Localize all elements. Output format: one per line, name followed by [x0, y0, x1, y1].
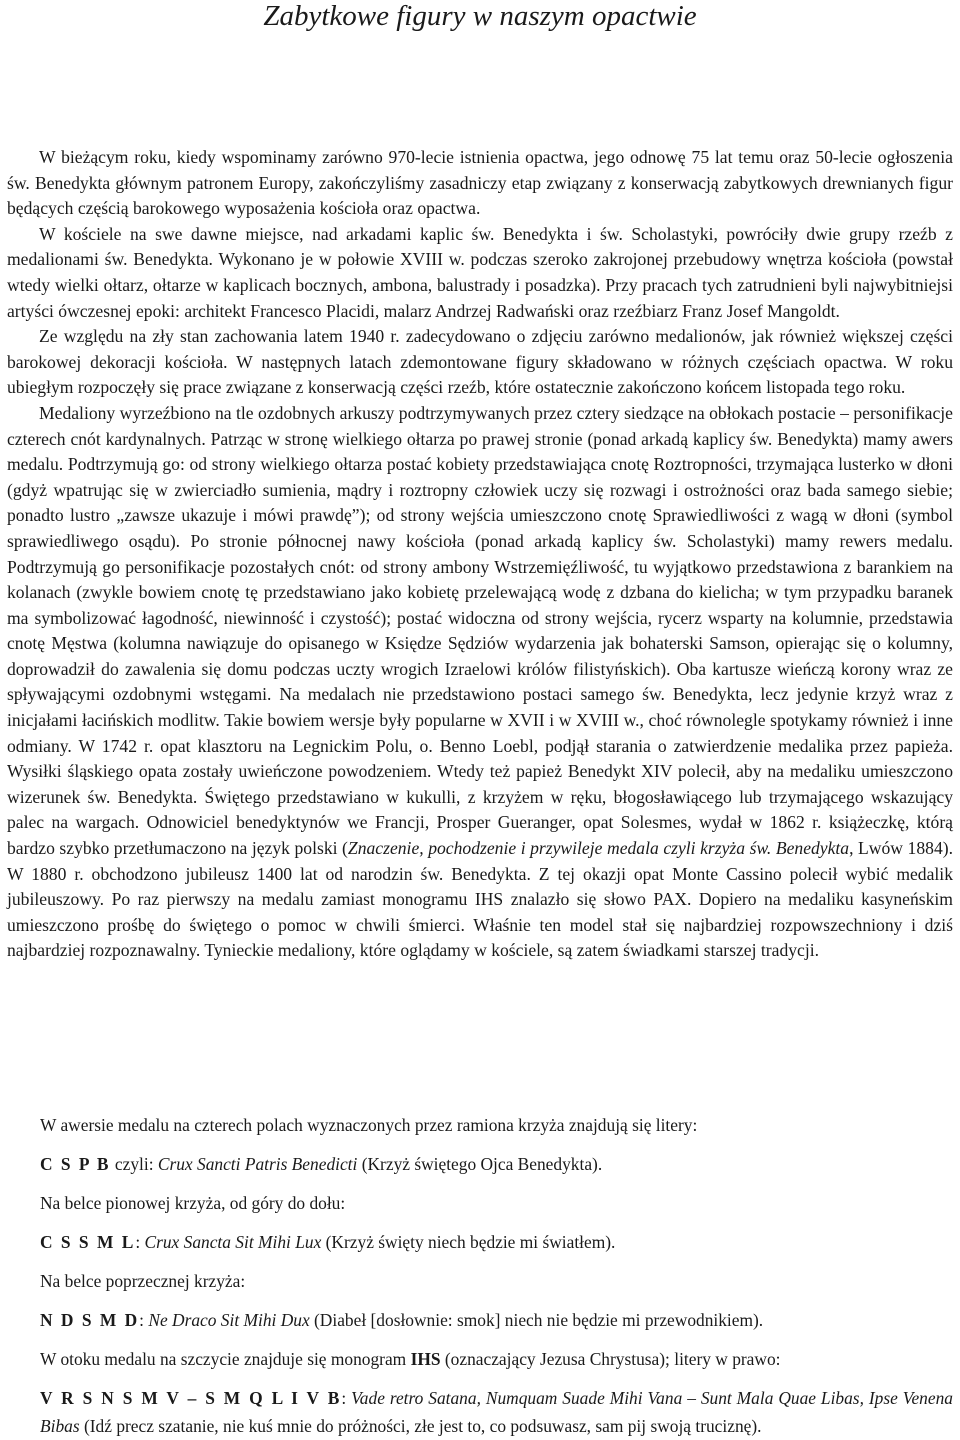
- translation-vrs: (Idź precz szatanie, nie kuś mnie do próżności, złe jest to, co podsuwasz, sam pij swoją truciznę).: [79, 1416, 762, 1436]
- translation-ndsmd: (Diabeł [dosłownie: smok] niech nie będzie mi przewodnikiem).: [309, 1310, 764, 1330]
- abbr-cssml: C S S M L: [40, 1232, 136, 1252]
- paragraph-4-text-a: Medaliony wyrzeźbiono na tle ozdobnych arkuszy podtrzymywanych przez cztery siedzące na obłokach postacie – personifikacje czterech cnót kardynalnych. Patrząc w stronę wielkiego ołtarza po prawej stronie (ponad arkadą kaplicy św. Benedykta) mamy awers medalu. Podtrzymują go: od strony wielkiego ołtarza postać kobiety przedstawiająca cnotę Roztropności, trzymająca lusterko w dłoni (gdyż wpatrując się w zwierciadło sumienia, mądry i roztropny człowiek uczy się rozwagi i ostrożności oraz bada samego siebie; ponadto lustro „zawsze ukazuje i mówi prawdę”); od strony wejścia umieszczono cnotę Sprawiedliwości z wagą w dłoni (symbol sprawiedliwego osądu). Po stronie północnej nawy kościoła (ponad arkadą kaplicy św. Scholastyki) mamy rewers medalu. Podtrzymują go personifikacje pozostałych cnót: od strony ambony Wstrzemięźliwość, tu wyjątkowo przedstawiona z barankiem na kolanach (zwykle bowiem cnotę tę przedstawiano jako kobietę przelewającą wodę z dzbana do kielicha; w tym przypadku baranek ma symbolizować łagodność, niewinność i czystość); postać widoczna od strony wejścia, rycerz wsparty na kolumnie, przedstawia cnotę Męstwa (kolumna nawiązuje do opisanego w Księdze Sędziów wydarzenia jak bohaterski Samson, opierając się o kolumny, doprowadził do zawalenia się domu podczas uczty wrogich Izraelowi królów filistyńskich). Oba kartusze wieńczą korony wraz ze spływającymi ozdobnymi wstęgami. Na medalach nie przedstawiono postaci samego św. Benedykta, lecz jedynie krzyż wraz z inicjałami łacińskich modlitw. Takie bowiem wersje były popularne w XVII i w XVIII w., choć równolegle spotykamy również i inne odmiany. W 1742 r. opat klasztoru na Legnickim Polu, o. Benno Loebl, podjął starania o zatwierdzenie medalika przez papieża. Wysiłki śląskiego opata zostały uwieńczone powodzeniem. Wtedy też papież Benedykt XIV polecił, aby na medaliku umieszczono wizerunek św. Benedykta. Świętego przedstawiano w kukulli, z krzyżem w ręku, błogosławiącego lub trzymającego wskazujący palec na wargach. Odnowiciel benedyktynów we Francji, Prosper Gueranger, opat Solesmes, wydał w 1862 r. książeczkę, którą bardzo szybko przetłumaczono na język polski (: [7, 402, 953, 859]
- paragraph-3: Ze względu na zły stan zachowania latem 1940 r. zadecydowano o zdjęciu zarówno medalionów, jak również większej części barokowej dekoracji kościoła. W następnych latach zdemontowane figury składowano w różnych częściach opactwa. W roku ubiegłym rozpoczęły się prace związane z konserwacją części rzeźb, które ostatecznie zakończono końcem listopada tego roku.: [7, 326, 953, 398]
- latin-vrs: Vade retro Satana, Numquam Suade Mihi Vana – Sunt Mala Quae Libas, Ipse Venena Bibas: [40, 1388, 953, 1436]
- ndsmd-colon: :: [139, 1310, 149, 1330]
- rim-intro-b: (oznaczający Jezusa Chrystusa); litery w prawo:: [440, 1349, 781, 1369]
- latin-csbp: Crux Sancti Patris Benedicti: [157, 1154, 358, 1174]
- translation-csbp: (Krzyż świętego Ojca Benedykta).: [357, 1154, 603, 1174]
- medal-legend: [40, 1111, 953, 1440]
- abbr-vrs: V R S N S M V – S M Q L I V B: [40, 1388, 342, 1408]
- cssml-colon: :: [135, 1232, 145, 1252]
- legend-rim-intro: [40, 1345, 953, 1373]
- abbr-ndsmd: N D S M D: [40, 1310, 140, 1330]
- legend-entry-cssml: [40, 1228, 953, 1256]
- monogram-ihs: IHS: [410, 1349, 441, 1369]
- legend-entry-vrs: [40, 1384, 953, 1440]
- paragraph-4: [7, 401, 953, 964]
- paragraph-2: W kościele na swe dawne miejsce, nad arkadami kaplic św. Benedykta i św. Scholastyki, powróciły dwie grupy rzeźb z medalionami św. Benedykta. Wykonano je w połowie XVIII w. podczas szeroko zakrojonej przebudowy wnętrza kościoła (powstał wtedy wielki ołtarz, ołtarze w kaplicach bocznych, ambona, balustrady i posadzka). Przy pracach tych zatrudnieni byli najwybitniejsi artyści ówczesnej epoki: architekt Francesco Placidi, malarz Andrzej Radwański oraz rzeźbiarz Franz Josef Mangoldt.: [7, 223, 953, 321]
- translation-cssml: (Krzyż święty niech będzie mi światłem).: [321, 1232, 616, 1252]
- book-title: Znaczenie, pochodzenie i przywileje medala czyli krzyża św. Benedykta: [347, 838, 850, 859]
- legend-intro: W awersie medalu na czterech polach wyznaczonych przez ramiona krzyża znajdują się litery:: [40, 1115, 698, 1135]
- legend-entry-csbp: [40, 1150, 953, 1178]
- latin-cssml: Crux Sancta Sit Mihi Lux: [144, 1232, 322, 1252]
- legend-horizontal-intro: Na belce poprzecznej krzyża:: [40, 1271, 246, 1291]
- page-title: Zabytkowe figury w naszym opactwie: [263, 0, 697, 32]
- legend-entry-ndsmd: [40, 1306, 953, 1334]
- latin-ndsmd: Ne Draco Sit Mihi Dux: [148, 1310, 310, 1330]
- paragraph-4-text-b: , Lwów 1884). W 1880 r. obchodzono jubileusz 1400 lat od narodzin św. Benedykta. Z tej okazji opat Monte Cassino polecił wybić medalik jubileuszowy. Po raz pierwszy na medalu zamiast monogramu IHS znalazło się słowo PAX. Dopiero na medaliku kasyneńskim umieszczono prośbę do świętego o pomoc w chwili śmierci. Właśnie ten model stał się najbardziej rozpowszechniony i dziś najbardziej rozpoznawalny. Tynieckie medaliony, które oglądamy w kościele, są zatem świadkami starszej tradycji.: [7, 838, 953, 961]
- vrs-colon: :: [341, 1388, 352, 1408]
- article-body: [7, 145, 953, 964]
- paragraph-1: W bieżącym roku, kiedy wspominamy zarówno 970-lecie istnienia opactwa, jego odnowę 75 lat temu oraz 50-lecie ogłoszenia św. Benedykta głównym patronem Europy, zakończyliśmy zasadniczy etap związany z konserwacją zabytkowych drewnianych figur będących częścią barokowego wyposażenia kościoła oraz opactwa.: [7, 147, 953, 219]
- rim-intro-a: W otoku medalu na szczycie znajduje się monogram: [40, 1349, 411, 1369]
- abbr-csbp: C S P B: [40, 1154, 111, 1174]
- legend-vertical-intro: Na belce pionowej krzyża, od góry do dołu:: [40, 1193, 346, 1213]
- csbp-mid: czyli:: [110, 1154, 158, 1174]
